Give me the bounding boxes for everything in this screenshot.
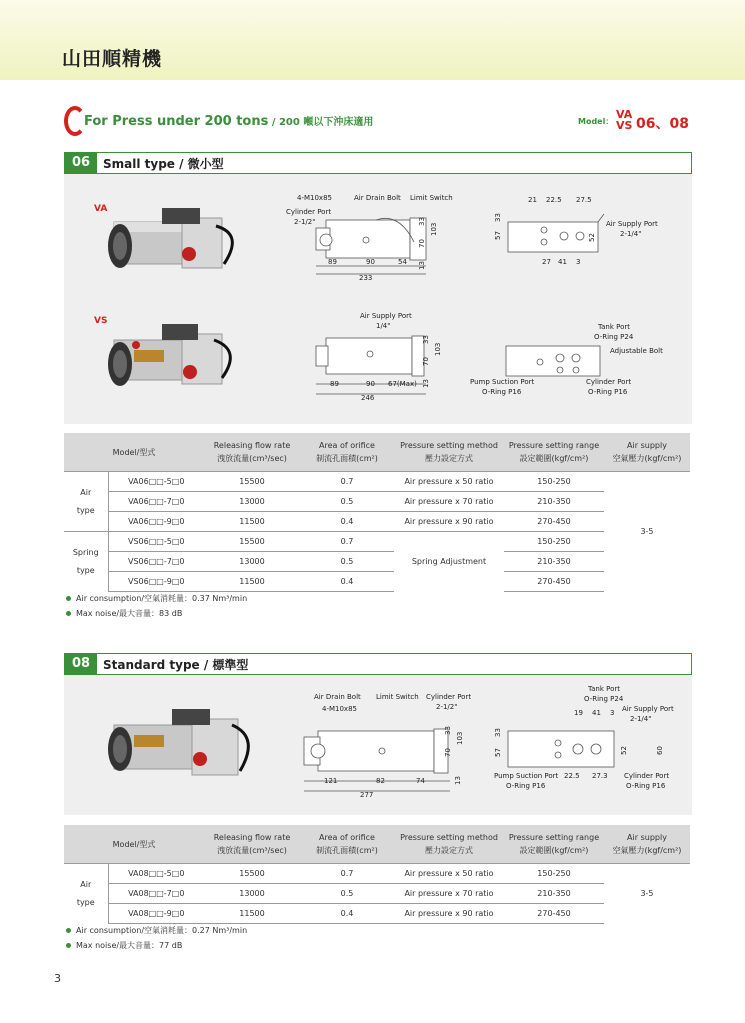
va-side-52: 52: [588, 233, 596, 242]
note-item: Max noise/最大音量：83 dB: [66, 608, 247, 623]
cell-area: 0.7: [300, 532, 394, 552]
vs-side-drawing: [506, 346, 600, 376]
cell-flow: 11500: [204, 572, 300, 592]
std-dim-121: 121: [324, 777, 338, 785]
va-limit-label: Limit Switch: [410, 194, 453, 202]
section-08-drawings: [64, 675, 692, 815]
section-06-title: Small type / 微小型: [103, 157, 224, 171]
va-side-225: 22.5: [546, 196, 562, 204]
cell-flow: 15500: [204, 472, 300, 492]
cell-model: VA08□□-7□0: [108, 884, 204, 904]
std-side-cyl: Cylinder Port: [624, 772, 670, 780]
cell-spring-method: Spring Adjustment: [394, 532, 504, 592]
cell-method: Air pressure x 70 ratio: [394, 492, 504, 512]
std-side-pump: Pump Suction Port: [494, 772, 559, 780]
cell-model: VA06□□-9□0: [108, 512, 204, 532]
table-row: [64, 884, 690, 904]
cell-range: 150-250: [504, 532, 604, 552]
vs-product-photo: [108, 324, 230, 386]
bullet-icon: [66, 928, 71, 933]
vs-side-oring24: O-Ring P24: [594, 333, 634, 341]
cell-area: 0.7: [300, 864, 394, 884]
cell-flow: 13000: [204, 884, 300, 904]
vs-side-adj: Adjustable Bolt: [610, 347, 663, 355]
model-badge: [578, 108, 698, 134]
cell-flow: 11500: [204, 512, 300, 532]
std-side-19: 19: [574, 709, 583, 717]
cell-model: VA06□□-7□0: [108, 492, 204, 512]
vs-side-oring16b: O-Ring P16: [588, 388, 628, 396]
va-side-275: 27.5: [576, 196, 592, 204]
std-dim-70: 70: [444, 748, 452, 757]
cell-range: 210-350: [504, 552, 604, 572]
model-vs: VS: [616, 119, 633, 132]
std-side-oring16a: O-Ring P16: [506, 782, 546, 790]
va-dim-33: 33: [418, 217, 426, 226]
va-dim-233: 233: [359, 274, 373, 282]
vs-side-tank: Tank Port: [598, 323, 630, 331]
cell-model: VS06□□-7□0: [108, 552, 204, 572]
std-side-273: 27.3: [592, 772, 608, 780]
std-dim-13: 13: [454, 776, 462, 785]
cell-area: 0.5: [300, 492, 394, 512]
th-method: Pressure setting method 壓力設定方式: [394, 825, 504, 864]
std-side-52: 52: [620, 746, 628, 755]
va-side-drawing: [508, 214, 604, 252]
va-side-27: 27: [542, 258, 551, 266]
table-row: [64, 532, 690, 552]
group-air: Air type: [64, 864, 108, 924]
std-side-225: 22.5: [564, 772, 580, 780]
std-side-57: 57: [494, 748, 502, 757]
cell-range: 150-250: [504, 864, 604, 884]
cell-flow: 13000: [204, 552, 300, 572]
std-cyl-size: 2-1/2": [436, 703, 458, 711]
table-row: [64, 492, 690, 512]
va-side-supply: Air Supply Port: [606, 220, 658, 228]
section-06-spec-table: [64, 433, 690, 592]
cell-area: 0.5: [300, 552, 394, 572]
cell-range: 270-450: [504, 904, 604, 924]
note-item: Max noise/最大音量：77 dB: [66, 940, 247, 955]
cell-range: 270-450: [504, 512, 604, 532]
section-06-bar: [64, 152, 692, 174]
section-06-drawings: [64, 174, 692, 424]
heading-title: For Press under 200 tons: [84, 114, 269, 129]
va-cyl-size: 2-1/2": [294, 218, 316, 226]
th-supply: Air supply 空氣壓力(kgf/cm²): [604, 825, 690, 864]
va-drain-label: Air Drain Bolt: [354, 194, 401, 202]
bullet-icon: [66, 943, 71, 948]
vs-dim-70: 70: [422, 357, 430, 366]
va-side-57: 57: [494, 231, 502, 240]
cell-model: VS06□□-5□0: [108, 532, 204, 552]
cell-method: Air pressure x 50 ratio: [394, 472, 504, 492]
cell-flow: 15500: [204, 864, 300, 884]
cell-method: Air pressure x 50 ratio: [394, 864, 504, 884]
std-dim-33: 33: [444, 726, 452, 735]
std-side-41: 41: [592, 709, 601, 717]
vs-dim-103: 103: [434, 342, 442, 356]
va-dim-13: 13: [418, 261, 426, 270]
std-product-photo: [108, 709, 248, 775]
model-numbers: 06、08: [636, 116, 689, 132]
va-dim-70: 70: [418, 239, 426, 248]
std-limit-label: Limit Switch: [376, 693, 419, 701]
th-area: Area of orifice 制流孔面積(cm²): [300, 825, 394, 864]
va-bolt-label: 4-M10x85: [297, 194, 332, 202]
th-flow: Releasing flow rate 洩放流量(cm³/sec): [204, 825, 300, 864]
table-row: [64, 864, 690, 884]
std-side-33: 33: [494, 728, 502, 737]
va-dim-103: 103: [430, 222, 438, 236]
cell-model: VS06□□-9□0: [108, 572, 204, 592]
cell-supply: 3-5: [604, 472, 690, 592]
std-side-oring16b: O-Ring P16: [626, 782, 666, 790]
std-bolt-label: 4-M10x85: [322, 705, 357, 713]
vs-side-cyl: Cylinder Port: [586, 378, 632, 386]
group-spring: Spring type: [64, 532, 108, 592]
vs-dim-90: 90: [366, 380, 375, 388]
cell-model: VA06□□-5□0: [108, 472, 204, 492]
model-label: Model：: [578, 117, 614, 126]
vs-dim-13: 13: [422, 379, 430, 388]
std-side-supply: Air Supply Port: [622, 705, 674, 713]
note-item: Air consumption/空氣消耗量：0.37 Nm³/min: [66, 593, 247, 608]
va-side-41: 41: [558, 258, 567, 266]
vs-side-oring16a: O-Ring P16: [482, 388, 522, 396]
va-dim-89: 89: [328, 258, 337, 266]
vs-dim-33: 33: [422, 335, 430, 344]
th-method: Pressure setting method 壓力設定方式: [394, 433, 504, 472]
table-row: [64, 512, 690, 532]
va-side-supplysize: 2-1/4": [620, 230, 642, 238]
vs-dim-89: 89: [330, 380, 339, 388]
section-06-notes: [66, 593, 247, 623]
cell-area: 0.4: [300, 904, 394, 924]
va-side-33: 33: [494, 213, 502, 222]
cell-area: 0.4: [300, 572, 394, 592]
table-row: [64, 572, 690, 592]
cell-supply: 3-5: [604, 864, 690, 924]
table-header-row: [64, 825, 690, 864]
va-product-photo: [108, 208, 232, 268]
th-range: Pressure setting range 設定範圍(kgf/cm²): [504, 433, 604, 472]
std-side-supplysize: 2-1/4": [630, 715, 652, 723]
brand-name: 山田順精機: [62, 48, 163, 70]
heading-arc-icon: [64, 106, 86, 136]
section-08-title: Standard type / 標準型: [103, 658, 249, 672]
th-model: Model/型式: [64, 433, 204, 472]
std-dim-103: 103: [456, 731, 464, 745]
std-dim-74: 74: [416, 777, 425, 785]
cell-range: 270-450: [504, 572, 604, 592]
section-08-spec-table: [64, 825, 690, 924]
table-row: [64, 552, 690, 572]
section-08-number: 08: [65, 654, 97, 674]
cell-range: 210-350: [504, 884, 604, 904]
va-side-3: 3: [576, 258, 581, 266]
cell-flow: 13000: [204, 492, 300, 512]
section-08-bar: [64, 653, 692, 675]
section-06-number: 06: [65, 153, 97, 173]
section-06-drawing-panel: [64, 174, 692, 424]
label-vs: VS: [94, 316, 108, 326]
std-side-tank: Tank Port: [588, 685, 620, 693]
std-dim-277: 277: [360, 791, 374, 799]
table-row: [64, 904, 690, 924]
vs-dim-67: 67(Max): [388, 380, 417, 388]
va-dim-90: 90: [366, 258, 375, 266]
cell-model: VA08□□-5□0: [108, 864, 204, 884]
table-header-row: [64, 433, 690, 472]
section-08-drawing-panel: [64, 675, 692, 815]
page-heading: [84, 113, 373, 129]
std-cyl-label: Cylinder Port: [426, 693, 472, 701]
std-side-oring24: O-Ring P24: [584, 695, 624, 703]
vs-dim-246: 246: [361, 394, 375, 402]
note-item: Air consumption/空氣消耗量：0.27 Nm³/min: [66, 925, 247, 940]
cell-range: 210-350: [504, 492, 604, 512]
model-va: VA: [616, 108, 633, 121]
std-drain-label: Air Drain Bolt: [314, 693, 361, 701]
th-flow: Releasing flow rate 洩放流量(cm³/sec): [204, 433, 300, 472]
page-number: 3: [54, 972, 61, 985]
cell-area: 0.5: [300, 884, 394, 904]
std-side-60: 60: [656, 746, 664, 755]
cell-method: Air pressure x 90 ratio: [394, 904, 504, 924]
cell-method: Air pressure x 90 ratio: [394, 512, 504, 532]
cell-method: Air pressure x 70 ratio: [394, 884, 504, 904]
cell-model: VA08□□-9□0: [108, 904, 204, 924]
th-range: Pressure setting range 設定範圍(kgf/cm²): [504, 825, 604, 864]
va-side-21: 21: [528, 196, 537, 204]
th-area: Area of orifice 制流孔面積(cm²): [300, 433, 394, 472]
std-side-drawing: [508, 731, 614, 767]
vs-side-pump: Pump Suction Port: [470, 378, 535, 386]
cell-flow: 11500: [204, 904, 300, 924]
heading-subtitle: / 200 噸以下沖床適用: [268, 117, 374, 128]
group-air: Air type: [64, 472, 108, 532]
va-cyl-label: Cylinder Port: [286, 208, 332, 216]
cell-flow: 15500: [204, 532, 300, 552]
std-side-3: 3: [610, 709, 615, 717]
vs-supply-label: Air Supply Port: [360, 312, 412, 320]
section-08-notes: [66, 925, 247, 955]
cell-area: 0.4: [300, 512, 394, 532]
std-dim-82: 82: [376, 777, 385, 785]
label-va: VA: [94, 204, 108, 214]
th-model: Model/型式: [64, 825, 204, 864]
va-dim-54: 54: [398, 258, 407, 266]
th-supply: Air supply 空氣壓力(kgf/cm²): [604, 433, 690, 472]
table-row: [64, 472, 690, 492]
cell-range: 150-250: [504, 472, 604, 492]
bullet-icon: [66, 611, 71, 616]
cell-area: 0.7: [300, 472, 394, 492]
bullet-icon: [66, 596, 71, 601]
vs-supply-size: 1/4": [376, 322, 391, 330]
